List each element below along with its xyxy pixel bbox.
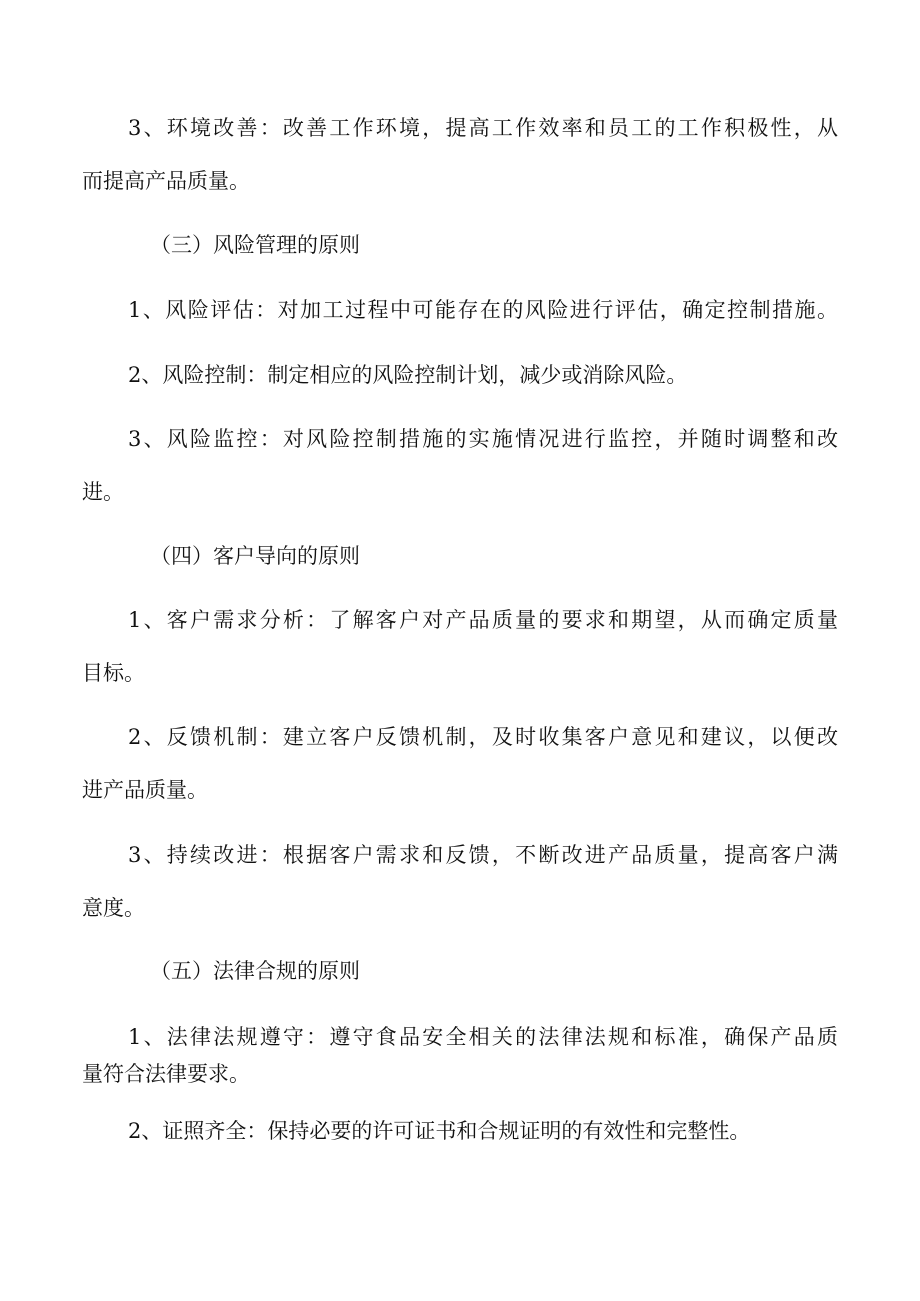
paragraph-feedback-line-1: 2、反馈机制：建立客户反馈机制，及时收集客户意见和建议，以便改 <box>128 725 838 749</box>
paragraph-feedback-line-2: 进产品质量。 <box>82 778 208 802</box>
paragraph-licenses-line-1: 2、证照齐全：保持必要的许可证书和合规证明的有效性和完整性。 <box>128 1119 751 1143</box>
paragraph-continuous-improve-line-2: 意度。 <box>82 896 145 920</box>
paragraph-law-compliance-line-1: 1、法律法规遵守：遵守食品安全相关的法律法规和标准，确保产品质 <box>128 1025 838 1049</box>
paragraph-continuous-improve-line-1: 3、持续改进：根据客户需求和反馈，不断改进产品质量，提高客户满 <box>128 843 838 867</box>
paragraph-customer-needs-line-1: 1、客户需求分析：了解客户对产品质量的要求和期望，从而确定质量 <box>128 608 838 632</box>
paragraph-risk-monitor-line-2: 进。 <box>82 480 124 504</box>
paragraph-risk-assess-line-1: 1、风险评估：对加工过程中可能存在的风险进行评估，确定控制措施。 <box>128 298 838 322</box>
paragraph-risk-monitor-line-1: 3、风险监控：对风险控制措施的实施情况进行监控，并随时调整和改 <box>128 427 838 451</box>
paragraph-env-improve-line-2: 而提高产品质量。 <box>82 169 250 193</box>
section-heading-risk-management: （三）风险管理的原则 <box>150 233 360 257</box>
paragraph-env-improve-line-1: 3、环境改善：改善工作环境，提高工作效率和员工的工作积极性，从 <box>128 116 838 140</box>
section-heading-legal-compliance: （五）法律合规的原则 <box>150 959 360 983</box>
paragraph-customer-needs-line-2: 目标。 <box>82 661 145 685</box>
paragraph-risk-control-line-1: 2、风险控制：制定相应的风险控制计划，减少或消除风险。 <box>128 363 688 387</box>
paragraph-law-compliance-line-2: 量符合法律要求。 <box>82 1062 250 1086</box>
section-heading-customer-orientation: （四）客户导向的原则 <box>150 544 360 568</box>
